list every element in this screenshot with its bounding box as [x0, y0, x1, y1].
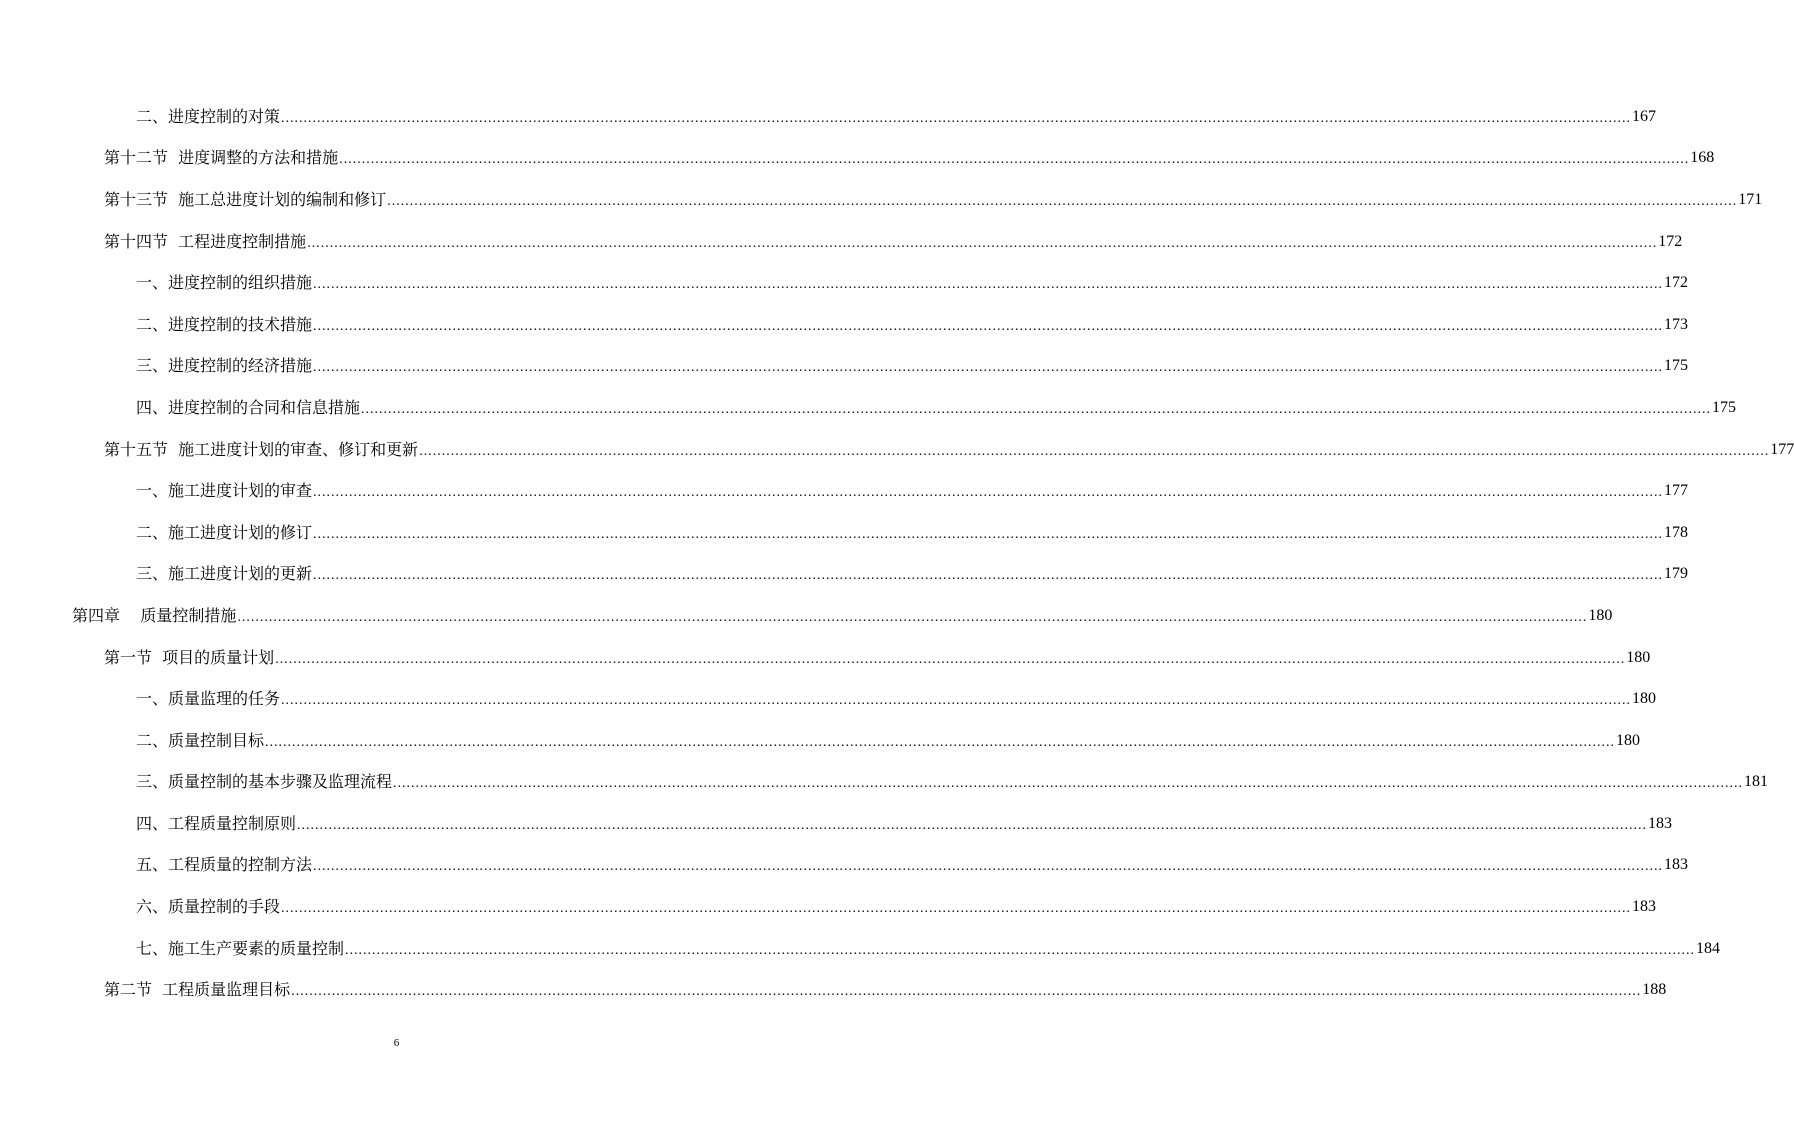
toc-entry[interactable]	[0, 346, 1689, 388]
toc-entry-page-number: 172	[1664, 274, 1689, 292]
toc-dot-leader: ............................................................................................................................................................................................................................................................................................................	[281, 901, 1632, 917]
toc-entry-page-number: 184	[1696, 939, 1721, 957]
toc-entry-page-number: 180	[1588, 606, 1613, 624]
toc-entry-page-number: 172	[1658, 232, 1683, 250]
toc-entry[interactable]	[0, 304, 1689, 346]
toc-entry[interactable]	[0, 845, 1689, 887]
toc-entry-page-number: 167	[1632, 107, 1657, 125]
toc-entry-title: 第十二节 进度调整的方法和措施	[104, 148, 339, 168]
toc-entry-title: 第十五节 施工进度计划的审查、修订和更新	[104, 439, 419, 459]
toc-dot-leader: ............................................................................................................................................................................................................................................................................................................	[281, 110, 1632, 126]
toc-entry-title: 一、施工进度计划的审查	[136, 481, 313, 501]
toc-entry[interactable]	[0, 387, 1737, 429]
toc-entry[interactable]	[0, 678, 1657, 720]
toc-entry-title: 六、质量控制的手段	[136, 897, 281, 917]
toc-entry-title: 一、质量监理的任务	[136, 689, 281, 709]
toc-entry[interactable]	[0, 96, 1657, 138]
toc-entry[interactable]	[0, 138, 1715, 180]
toc-entry[interactable]	[0, 179, 1763, 221]
toc-dot-leader: ............................................................................................................................................................................................................................................................................................................	[387, 193, 1738, 209]
toc-entry[interactable]	[0, 554, 1689, 596]
toc-dot-leader: ............................................................................................................................................................................................................................................................................................................	[313, 526, 1664, 542]
toc-entry[interactable]	[0, 928, 1721, 970]
toc-dot-leader: ............................................................................................................................................................................................................................................................................................................	[393, 776, 1744, 792]
toc-entry-page-number: 179	[1664, 565, 1689, 583]
toc-entry-page-number: 177	[1664, 482, 1689, 500]
toc-dot-leader: ............................................................................................................................................................................................................................................................................................................	[313, 277, 1664, 293]
toc-entry-title: 二、进度控制的技术措施	[136, 314, 313, 334]
toc-entry[interactable]	[0, 221, 1683, 263]
toc-dot-leader: ............................................................................................................................................................................................................................................................................................................	[419, 443, 1770, 459]
toc-entry-title: 二、质量控制目标	[136, 730, 265, 750]
toc-dot-leader: ............................................................................................................................................................................................................................................................................................................	[291, 984, 1642, 1000]
toc-entry-page-number: 177	[1770, 440, 1794, 458]
toc-dot-leader: ............................................................................................................................................................................................................................................................................................................	[313, 360, 1664, 376]
toc-entry-page-number: 183	[1648, 814, 1673, 832]
toc-entry[interactable]	[0, 470, 1689, 512]
toc-entry-title: 第十三节 施工总进度计划的编制和修订	[104, 189, 387, 209]
toc-entry[interactable]	[0, 512, 1689, 554]
toc-entry-title: 第十四节 工程进度控制措施	[104, 231, 307, 251]
toc-entry-title: 第二节 工程质量监理目标	[104, 980, 291, 1000]
toc-dot-leader: ............................................................................................................................................................................................................................................................................................................	[345, 942, 1696, 958]
toc-entry-page-number: 173	[1664, 315, 1689, 333]
toc-entry-title: 二、施工进度计划的修订	[136, 522, 313, 542]
toc-entry-title: 一、进度控制的组织措施	[136, 273, 313, 293]
toc-entry-page-number: 183	[1664, 856, 1689, 874]
toc-entry-title: 三、施工进度计划的更新	[136, 564, 313, 584]
toc-entry-page-number: 168	[1690, 149, 1715, 167]
toc-dot-leader: ............................................................................................................................................................................................................................................................................................................	[313, 859, 1664, 875]
toc-dot-leader: ............................................................................................................................................................................................................................................................................................................	[313, 318, 1664, 334]
toc-entry-page-number: 188	[1642, 981, 1667, 999]
toc-entry-page-number: 180	[1626, 648, 1651, 666]
toc-entry[interactable]	[0, 637, 1651, 679]
toc-entry-title: 二、进度控制的对策	[136, 106, 281, 126]
toc-entry-title: 五、工程质量的控制方法	[136, 855, 313, 875]
toc-entry-page-number: 180	[1616, 731, 1641, 749]
toc-entry[interactable]	[0, 969, 1667, 1011]
toc-entry-page-number: 183	[1632, 898, 1657, 916]
toc-dot-leader: ............................................................................................................................................................................................................................................................................................................	[313, 485, 1664, 501]
toc-entry-title: 四、工程质量控制原则	[136, 813, 297, 833]
toc-dot-leader: ............................................................................................................................................................................................................................................................................................................	[361, 401, 1712, 417]
toc-dot-leader: ............................................................................................................................................................................................................................................................................................................	[281, 693, 1632, 709]
toc-entry[interactable]	[0, 762, 1769, 804]
toc-entry[interactable]	[0, 720, 1641, 762]
toc-dot-leader: ............................................................................................................................................................................................................................................................................................................	[275, 651, 1626, 667]
toc-entry-page-number: 175	[1712, 398, 1737, 416]
toc-dot-leader: ............................................................................................................................................................................................................................................................................................................	[297, 817, 1648, 833]
toc-dot-leader: ............................................................................................................................................................................................................................................................................................................	[307, 235, 1658, 251]
toc-entry[interactable]	[0, 803, 1673, 845]
toc-entry-page-number: 181	[1744, 773, 1769, 791]
toc-entry[interactable]	[0, 595, 1613, 637]
toc-dot-leader: ............................................................................................................................................................................................................................................................................................................	[265, 734, 1616, 750]
toc-dot-leader: ............................................................................................................................................................................................................................................................................................................	[237, 609, 1588, 625]
toc-entry-title: 四、进度控制的合同和信息措施	[136, 397, 361, 417]
toc-entry-title: 第一节 项目的质量计划	[104, 647, 275, 667]
toc-entry[interactable]	[0, 262, 1689, 304]
table-of-contents	[0, 96, 1794, 1011]
toc-entry[interactable]	[0, 886, 1657, 928]
toc-entry-page-number: 178	[1664, 523, 1689, 541]
toc-dot-leader: ............................................................................................................................................................................................................................................................................................................	[339, 152, 1690, 168]
toc-entry-page-number: 180	[1632, 690, 1657, 708]
toc-entry-page-number: 171	[1738, 190, 1763, 208]
toc-entry-page-number: 175	[1664, 357, 1689, 375]
toc-entry-title: 三、进度控制的经济措施	[136, 356, 313, 376]
toc-entry[interactable]	[0, 429, 1794, 471]
toc-entry-title: 三、质量控制的基本步骤及监理流程	[136, 772, 393, 792]
toc-dot-leader: ............................................................................................................................................................................................................................................................................................................	[313, 568, 1664, 584]
toc-entry-title: 七、施工生产要素的质量控制	[136, 938, 345, 958]
page-number: 6	[393, 1037, 400, 1049]
toc-entry-title: 第四章 质量控制措施	[72, 605, 237, 625]
